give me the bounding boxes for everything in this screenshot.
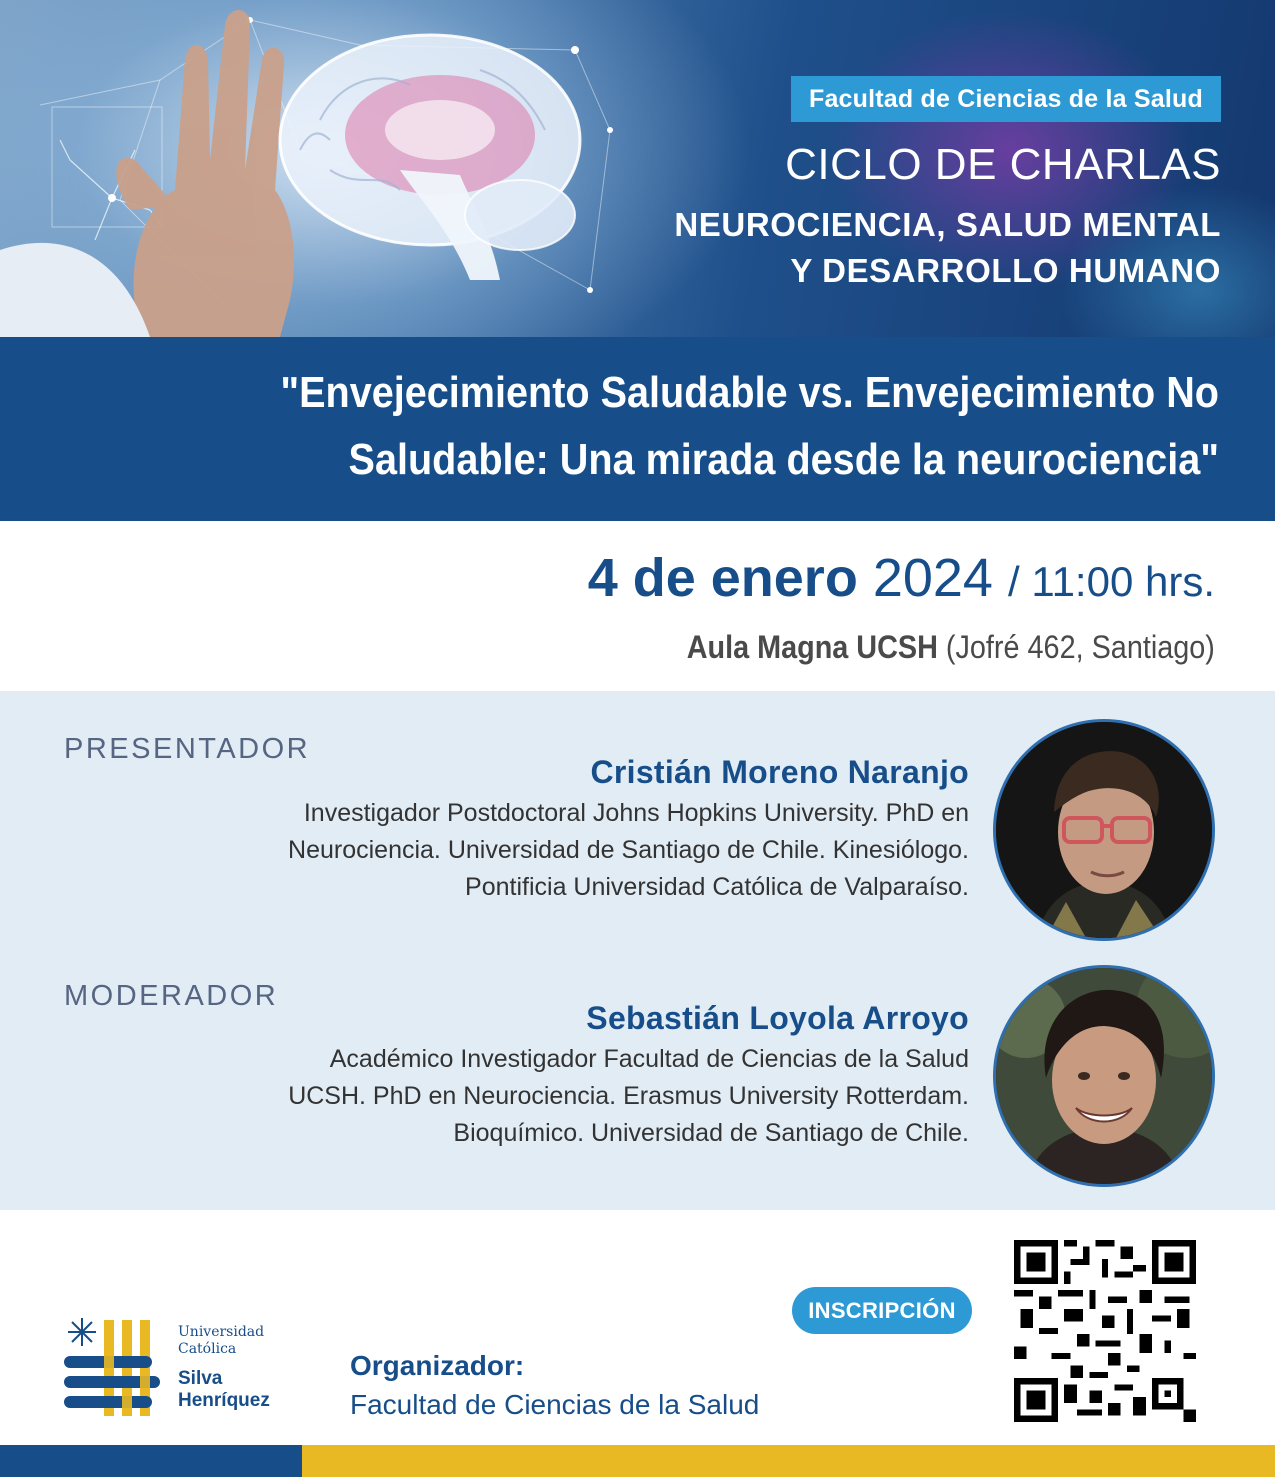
event-year: 2024 (872, 548, 993, 608)
footer-bar-blue (0, 1445, 302, 1477)
series-subtitle-line2: Y DESARROLLO HUMANO (790, 252, 1221, 289)
qr-code-icon[interactable] (1014, 1240, 1196, 1422)
talk-title-line2: Saludable: Una mirada desde la neurociencia" (348, 435, 1219, 484)
presenter-bio-line: Investigador Postdoctoral Johns Hopkins University. PhD en (303, 799, 969, 827)
organizer-label: Organizador: (350, 1350, 525, 1381)
presenter-bio (249, 795, 969, 906)
presenter-role-label: PRESENTADOR (64, 733, 311, 765)
venue-address: (Jofré 462, Santiago) (946, 629, 1215, 665)
series-subtitle (674, 202, 1221, 294)
footer (0, 1210, 1275, 1477)
event-date (588, 547, 1215, 609)
presenter-name: Cristián Moreno Naranjo (590, 754, 969, 790)
event-venue (687, 629, 1215, 666)
moderator-bio-line: Académico Investigador Facultad de Ciencias de la Salud (329, 1045, 969, 1073)
university-name-bottom (178, 1368, 270, 1412)
university-name-top (178, 1324, 264, 1358)
moderator-photo (993, 965, 1215, 1187)
register-button[interactable]: INSCRIPCIÓN (792, 1287, 972, 1334)
event-details (0, 521, 1275, 691)
venue-name: Aula Magna UCSH (686, 629, 939, 665)
moderator-name: Sebastián Loyola Arroyo (586, 1000, 969, 1036)
university-line2: Católica (178, 1341, 237, 1357)
speakers-section (0, 691, 1275, 1210)
moderator-bio-line: UCSH. PhD en Neurociencia. Erasmus University Rotterdam. (288, 1082, 969, 1110)
event-date-day: 4 de enero (587, 548, 858, 608)
organizer-value: Facultad de Ciencias de la Salud (350, 1389, 760, 1420)
moderator-bio (249, 1041, 969, 1152)
series-title: CICLO DE CHARLAS (785, 140, 1221, 189)
ucsh-logo-icon (64, 1318, 164, 1418)
footer-bar-yellow (302, 1445, 1275, 1477)
talk-title (157, 359, 1219, 493)
presenter-bio-line: Neurociencia. Universidad de Santiago de Chile. Kinesiólogo. (288, 836, 969, 864)
presenter-photo (993, 719, 1215, 941)
university-line3: Silva (178, 1368, 223, 1389)
hero-banner (0, 0, 1275, 337)
talk-title-line1: "Envejecimiento Saludable vs. Envejecimiento No (280, 368, 1219, 417)
university-line4: Henríquez (178, 1390, 270, 1411)
faculty-chip: Facultad de Ciencias de la Salud (791, 76, 1221, 122)
event-time: / 11:00 hrs. (1007, 558, 1215, 605)
moderator-bio-line: Bioquímico. Universidad de Santiago de Chile. (453, 1119, 969, 1147)
talk-title-band (0, 337, 1275, 521)
university-line1: Universidad (178, 1324, 265, 1340)
series-subtitle-line1: NEUROCIENCIA, SALUD MENTAL (674, 206, 1221, 243)
presenter-bio-line: Pontificia Universidad Católica de Valparaíso. (465, 873, 969, 901)
moderator-role-label: MODERADOR (64, 980, 279, 1012)
